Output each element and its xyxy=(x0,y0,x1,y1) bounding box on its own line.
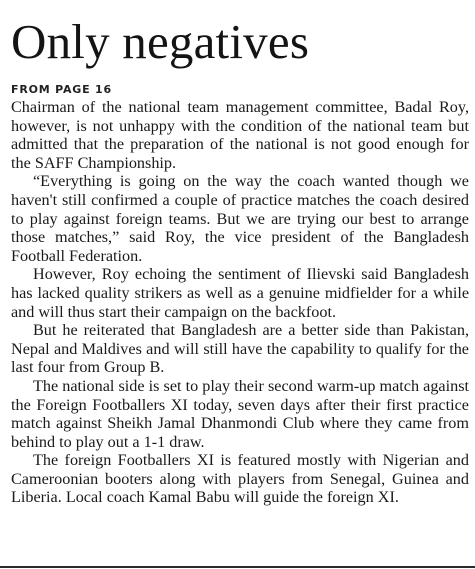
paragraph-1: Chairman of the national team management committee, Badal Roy, however, is not unhappy with the condition of the national team but admitted that the preparation of the national is not good enough for the SAFF Championship. xyxy=(11,98,469,172)
paragraph-4: But he reiterated that Bangladesh are a better side than Pakistan, Nepal and Maldives and will still have the capability to qualify for the last four from Group B. xyxy=(11,321,469,377)
paragraph-3: However, Roy echoing the sentiment of Ilievski said Bangladesh has lacked quality strikers as well as a genuine midfielder for a while and will thus start their campaign on the backfoot. xyxy=(11,265,469,321)
bottom-rule xyxy=(0,566,475,568)
paragraph-6: The foreign Footballers XI is featured mostly with Nigerian and Cameroonian booters along with players from Senegal, Guinea and Liberia. Local coach Kamal Babu will guide the foreign XI. xyxy=(11,451,469,507)
headline: Only negatives xyxy=(11,14,310,69)
article-body xyxy=(11,98,469,507)
paragraph-2: “Everything is going on the way the coach wanted though we haven't still confirmed a couple of practice matches the coach desired to play against foreign teams. But we are trying our best to arrange those matches,” said Roy, the vice president of the Bangladesh Football Federation. xyxy=(11,172,469,265)
paragraph-5: The national side is set to play their second warm-up match against the Foreign Footballers XI today, seven days after their first practice match against Sheikh Jamal Dhanmondi Club where they came from behind to play out a 1-1 draw. xyxy=(11,376,469,451)
jump-line: FROM PAGE 16 xyxy=(11,83,112,96)
